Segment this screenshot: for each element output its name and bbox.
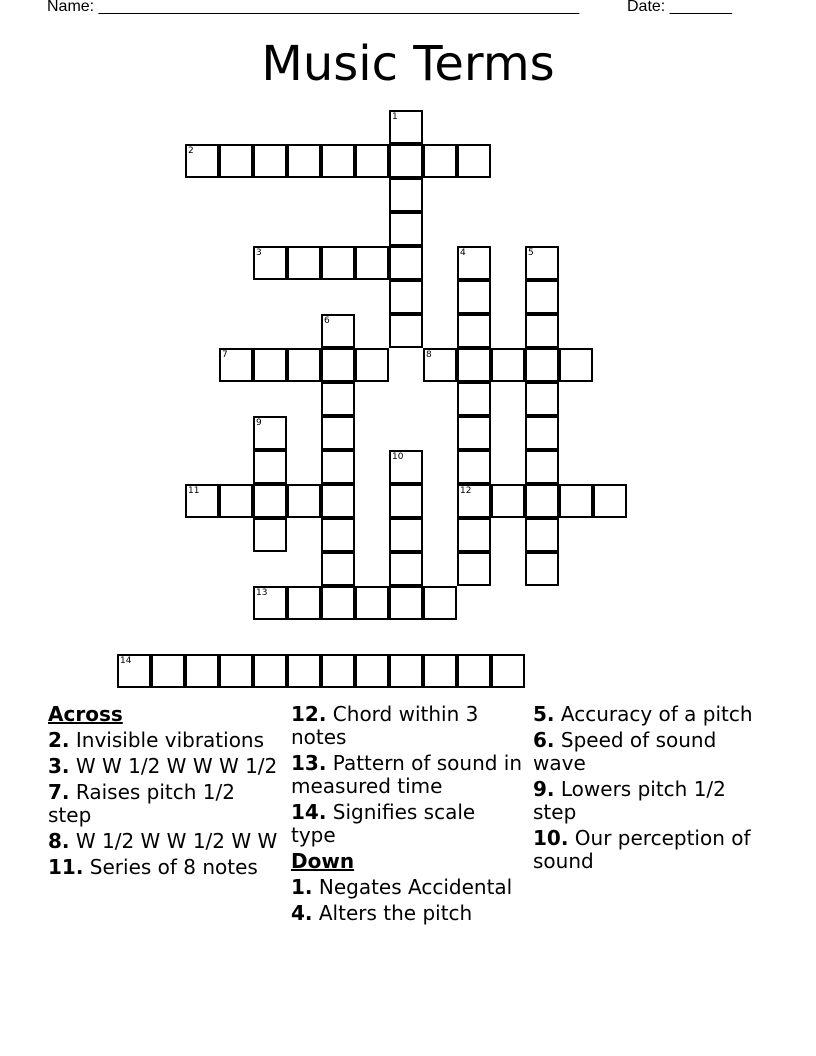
grid-cell[interactable] xyxy=(525,314,559,348)
grid-cell[interactable] xyxy=(525,518,559,552)
grid-cell[interactable] xyxy=(321,416,355,450)
clue-down-9: 9. Lowers pitch 1/2 step xyxy=(533,777,726,824)
grid-cell[interactable] xyxy=(389,484,423,518)
grid-cell[interactable] xyxy=(355,246,389,280)
grid-cell[interactable] xyxy=(525,484,559,518)
grid-cell[interactable] xyxy=(389,246,423,280)
grid-cell[interactable] xyxy=(185,144,219,178)
grid-cell[interactable] xyxy=(389,110,423,144)
clue-down-10: 10. Our perception of sound xyxy=(533,826,751,873)
clue-across-7: 7. Raises pitch 1/2 step xyxy=(48,780,235,827)
grid-cell[interactable] xyxy=(219,654,253,688)
clue-across-14: 14. Signifies scale type xyxy=(291,800,476,847)
grid-cell[interactable] xyxy=(457,450,491,484)
clue-number: 6 xyxy=(324,316,330,326)
grid-cell[interactable] xyxy=(559,348,593,382)
clue-number: 11 xyxy=(188,486,200,496)
clue-number: 3 xyxy=(256,248,262,258)
grid-cell[interactable] xyxy=(287,654,321,688)
grid-cell[interactable] xyxy=(253,518,287,552)
grid-cell[interactable] xyxy=(253,246,287,280)
grid-cell[interactable] xyxy=(457,382,491,416)
clue-number: 5 xyxy=(528,248,534,258)
grid-cell[interactable] xyxy=(525,280,559,314)
grid-cell[interactable] xyxy=(151,654,185,688)
grid-cell[interactable] xyxy=(457,518,491,552)
clue-number: 13 xyxy=(256,588,268,598)
grid-cell[interactable] xyxy=(423,144,457,178)
grid-cell[interactable] xyxy=(321,586,355,620)
grid-cell[interactable] xyxy=(423,654,457,688)
grid-cell[interactable] xyxy=(525,246,559,280)
grid-cell[interactable] xyxy=(321,382,355,416)
grid-cell[interactable] xyxy=(321,518,355,552)
grid-cell[interactable] xyxy=(457,246,491,280)
clue-column-1 xyxy=(48,700,280,882)
grid-cell[interactable] xyxy=(491,348,525,382)
clue-number: 2 xyxy=(188,146,194,156)
grid-cell[interactable] xyxy=(457,314,491,348)
clue-down-5: 5. Accuracy of a pitch xyxy=(533,702,753,726)
grid-cell[interactable] xyxy=(253,484,287,518)
grid-cell[interactable] xyxy=(253,144,287,178)
grid-cell[interactable] xyxy=(185,654,219,688)
grid-cell[interactable] xyxy=(287,246,321,280)
grid-cell[interactable] xyxy=(219,348,253,382)
grid-cell[interactable] xyxy=(389,518,423,552)
grid-cell[interactable] xyxy=(355,348,389,382)
grid-cell[interactable] xyxy=(457,280,491,314)
grid-cell[interactable] xyxy=(525,348,559,382)
clue-number: 14 xyxy=(120,656,132,666)
across-heading: Across xyxy=(48,702,123,726)
grid-cell[interactable] xyxy=(457,654,491,688)
grid-cell[interactable] xyxy=(253,348,287,382)
grid-cell[interactable] xyxy=(525,450,559,484)
grid-cell[interactable] xyxy=(355,654,389,688)
clue-column-3 xyxy=(533,700,765,876)
page-title: Music Terms xyxy=(261,36,555,92)
grid-cell[interactable] xyxy=(423,586,457,620)
clue-number: 12 xyxy=(460,486,472,496)
grid-cell[interactable] xyxy=(355,144,389,178)
grid-cell[interactable] xyxy=(321,654,355,688)
grid-cell[interactable] xyxy=(389,586,423,620)
grid-cell[interactable] xyxy=(525,552,559,586)
grid-cell[interactable] xyxy=(389,552,423,586)
grid-cell[interactable] xyxy=(457,144,491,178)
grid-cell[interactable] xyxy=(457,348,491,382)
clue-across-12: 12. Chord within 3 notes xyxy=(291,702,479,749)
date-field-label: Date: _______ xyxy=(627,0,732,15)
clue-number: 1 xyxy=(392,112,398,122)
grid-cell[interactable] xyxy=(389,314,423,348)
grid-cell[interactable] xyxy=(253,586,287,620)
grid-cell[interactable] xyxy=(491,484,525,518)
grid-cell[interactable] xyxy=(287,348,321,382)
clue-across-8: 8. W 1/2 W W 1/2 W W xyxy=(48,829,278,853)
clue-number: 10 xyxy=(392,452,404,462)
grid-cell[interactable] xyxy=(389,178,423,212)
clue-number: 7 xyxy=(222,350,228,360)
grid-cell[interactable] xyxy=(525,416,559,450)
grid-cell[interactable] xyxy=(321,246,355,280)
clue-number: 9 xyxy=(256,418,262,428)
grid-cell[interactable] xyxy=(321,348,355,382)
grid-cell[interactable] xyxy=(457,416,491,450)
grid-cell[interactable] xyxy=(457,484,491,518)
grid-cell[interactable] xyxy=(321,144,355,178)
grid-cell[interactable] xyxy=(559,484,593,518)
grid-cell[interactable] xyxy=(253,416,287,450)
grid-cell[interactable] xyxy=(253,654,287,688)
grid-cell[interactable] xyxy=(389,654,423,688)
name-field-label: Name: ______________________________________________________ xyxy=(47,0,580,15)
clue-down-6: 6. Speed of sound wave xyxy=(533,728,717,775)
grid-cell[interactable] xyxy=(389,212,423,246)
grid-cell[interactable] xyxy=(185,484,219,518)
clue-down-4: 4. Alters the pitch xyxy=(291,901,473,925)
grid-cell[interactable] xyxy=(287,484,321,518)
grid-cell[interactable] xyxy=(457,552,491,586)
grid-cell[interactable] xyxy=(321,484,355,518)
grid-cell[interactable] xyxy=(219,144,253,178)
clue-across-13: 13. Pattern of sound in measured time xyxy=(291,751,523,798)
grid-cell[interactable] xyxy=(423,348,457,382)
clue-across-3: 3. W W 1/2 W W W 1/2 xyxy=(48,754,278,778)
down-heading: Down xyxy=(291,849,355,873)
grid-cell[interactable] xyxy=(287,144,321,178)
grid-cell[interactable] xyxy=(287,586,321,620)
grid-cell[interactable] xyxy=(117,654,151,688)
clue-down-1: 1. Negates Accidental xyxy=(291,875,513,899)
grid-cell[interactable] xyxy=(389,280,423,314)
grid-cell[interactable] xyxy=(593,484,627,518)
grid-cell[interactable] xyxy=(321,314,355,348)
grid-cell[interactable] xyxy=(321,450,355,484)
grid-cell[interactable] xyxy=(491,654,525,688)
grid-cell[interactable] xyxy=(321,552,355,586)
clue-across-2: 2. Invisible vibrations xyxy=(48,728,265,752)
grid-cell[interactable] xyxy=(355,586,389,620)
grid-cell[interactable] xyxy=(253,450,287,484)
clue-column-2 xyxy=(291,700,523,928)
clue-number: 8 xyxy=(426,350,432,360)
grid-cell[interactable] xyxy=(389,450,423,484)
clue-number: 4 xyxy=(460,248,466,258)
grid-cell[interactable] xyxy=(525,382,559,416)
clue-across-11: 11. Series of 8 notes xyxy=(48,855,258,879)
grid-cell[interactable] xyxy=(219,484,253,518)
grid-cell[interactable] xyxy=(389,144,423,178)
